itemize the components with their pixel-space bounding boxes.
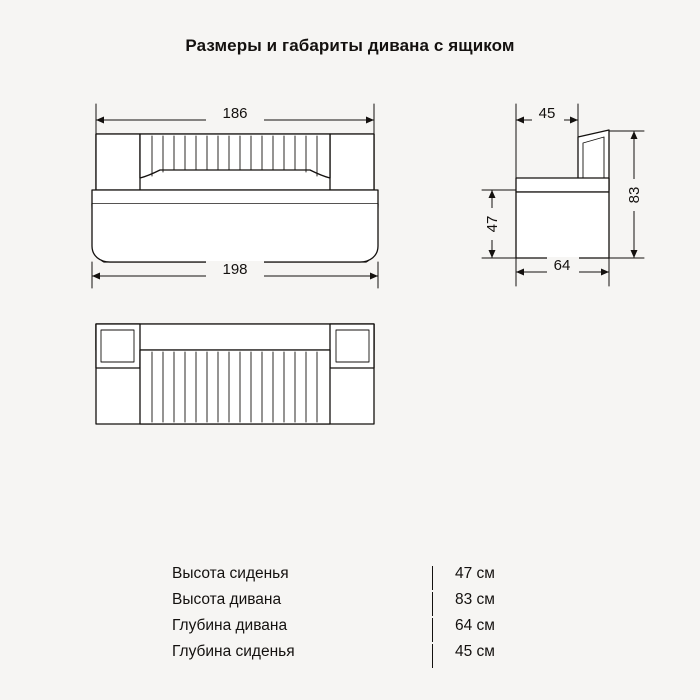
spec-row [172, 565, 552, 591]
spec-label: Высота дивана [172, 591, 282, 608]
dim-label-front-bottom: 198 [222, 261, 248, 278]
spec-row [172, 591, 552, 617]
page-title: Размеры и габариты дивана с ящиком [185, 36, 515, 55]
spec-value: 45 см [455, 643, 495, 660]
spec-label: Глубина сиденья [172, 643, 295, 660]
specification-list [172, 565, 552, 669]
spec-row [172, 643, 552, 669]
top-view [96, 324, 374, 424]
side-view [516, 130, 609, 258]
front-view [92, 134, 378, 262]
spec-value: 64 см [455, 617, 495, 634]
dim-label-side-seat-height: 47 [484, 215, 501, 233]
spec-label: Глубина дивана [172, 617, 288, 634]
dim-label-side-top: 45 [538, 105, 556, 122]
spec-label: Высота сиденья [172, 565, 289, 582]
dim-label-side-total-height: 83 [626, 186, 643, 204]
spec-value: 83 см [455, 591, 495, 608]
dim-label-front-top: 186 [222, 105, 248, 122]
spec-value: 47 см [455, 565, 495, 582]
spec-row [172, 617, 552, 643]
dim-label-side-bottom: 64 [553, 257, 571, 274]
